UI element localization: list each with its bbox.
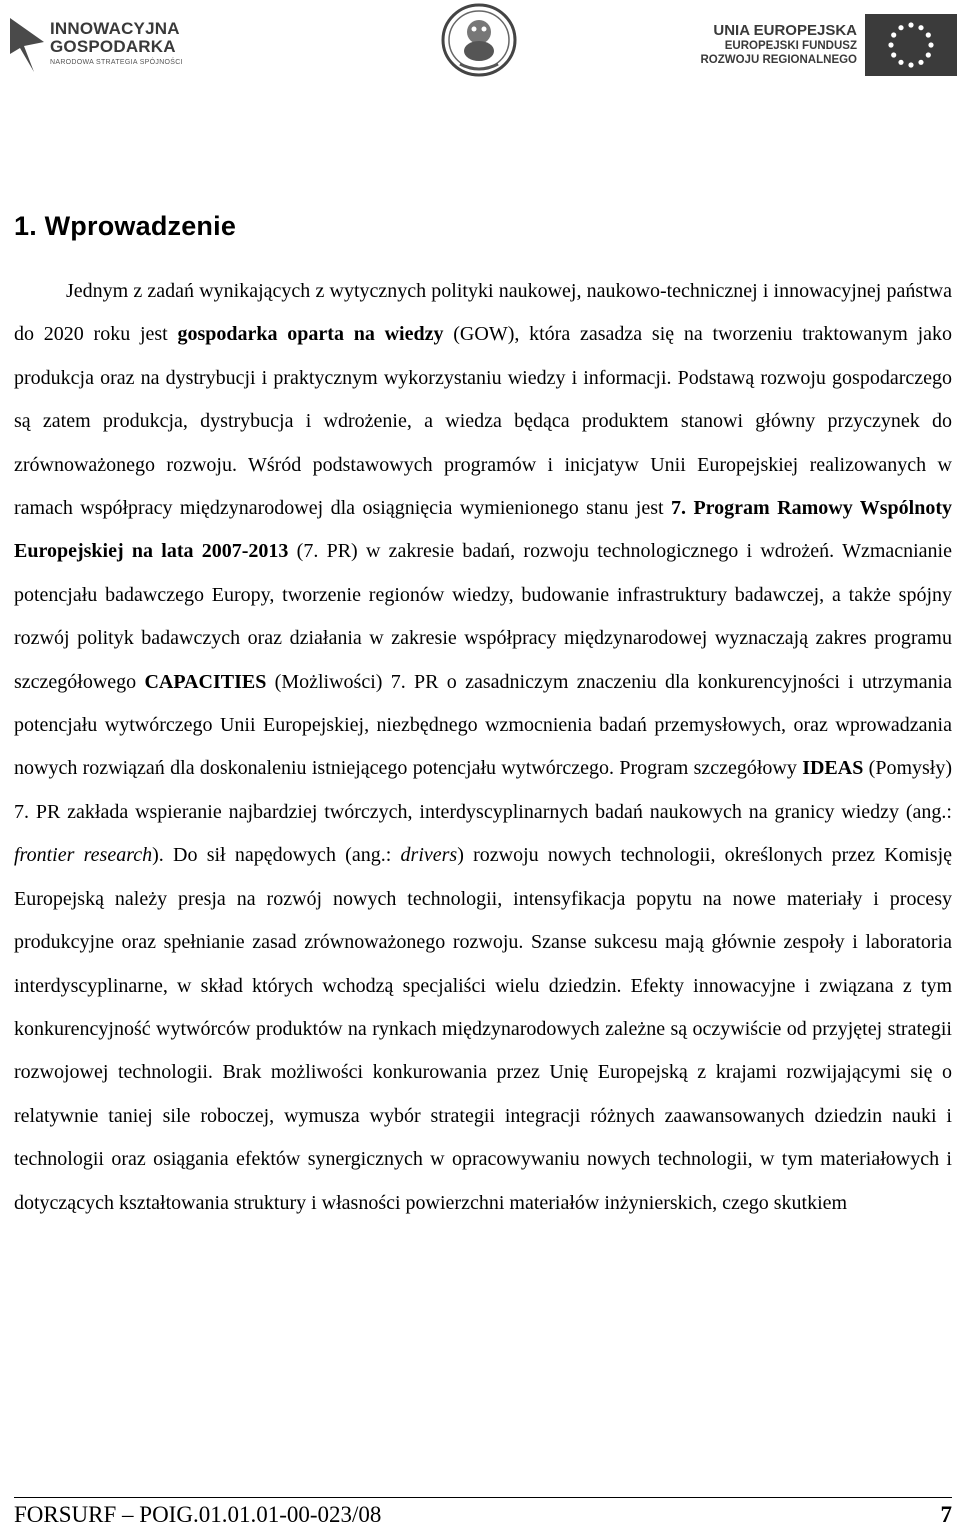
body-paragraph	[14, 270, 952, 1225]
logo-right-line3: ROZWOJU REGIONALNEGO	[700, 54, 857, 66]
italic-term-frontier-research: frontier research	[14, 844, 153, 867]
italic-term-drivers: drivers	[400, 844, 458, 867]
bold-term-7pr: 7. Program Ramowy Wspólnoty Europejskiej na lata 2007-2013	[14, 497, 953, 563]
logo-left-line2: GOSPODARKA	[50, 37, 176, 56]
eu-star-icon	[898, 25, 903, 30]
eu-star-icon	[898, 60, 903, 65]
eu-star-icon	[891, 52, 896, 57]
text-run: (Możliwości) 7. PR o zasadniczym znaczeniu dla konkurencyjności i utrzymania potencjału wytwórczego Unii Europejskiej, niezbędnego wzmocnienia badań przemysłowych, oraz wprowadzania nowych rozwiązań dla doskonaleniu istniejącego potencjału wytwórczego. Program szczegółowy	[14, 670, 953, 780]
eu-star-icon	[918, 60, 923, 65]
institution-emblem-icon	[440, 2, 518, 78]
eu-star-icon	[926, 52, 931, 57]
institution-emblem	[440, 2, 518, 78]
eu-star-icon	[926, 32, 931, 37]
logo-right-line1: UNIA EUROPEJSKA	[713, 22, 857, 39]
eu-star-icon	[908, 62, 913, 67]
footer-page-number: 7	[940, 1502, 952, 1527]
text-run: (GOW), która zasadza się na tworzeniu traktowanym jako produkcja oraz na dystrybucji i praktycznym wykorzystaniu wiedzy i informacji. Podstawą rozwoju gospodarczego są zatem produkcja, dystrybucja i wdrożenie, a wiedza będąca produktem stanowi główny przyczynek do zrównoważonego rozwoju. Wśród podstawowych programów i inicjatyw Unii Europejskiej realizowanych w ramach współpracy międzynarodowej dla osiągnięcia wymienionego stanu jest	[14, 323, 952, 520]
innowacyjna-gospodarka-logo	[10, 14, 210, 74]
text-run: (Pomysły) 7. PR zakłada wspieranie najbardziej twórczych, interdyscyplinarnych badań naukowych na granicy wiedzy (ang.:	[14, 757, 953, 823]
eu-star-icon	[918, 25, 923, 30]
page-header	[0, 0, 960, 80]
eu-star-icon	[888, 42, 893, 47]
eu-fund-logo	[700, 14, 957, 74]
bold-term-ideas: IDEAS	[802, 757, 864, 780]
logo-left-line3: NARODOWA STRATEGIA SPÓJNOŚCI	[50, 59, 183, 66]
text-run: ) rozwoju nowych technologii, określonych przez Komisję Europejską należy presja na rozwój nowych technologii, intensyfikacja popytu na nowe materiały i procesy produkcyjne oraz spełnianie zasad zrównoważonego rozwoju. Szanse sukcesu mają głównie zespoły i laboratoria interdyscyplinarne, w skład których wchodzą specjaliści wielu dziedzin. Efekty innowacyjne i związana z tym konkurencyjność wytwórców produktów na rynkach międzynarodowych zależne są oczywiście od przyjętej strategii rozwojowej technologii. Brak możliwości konkurowania przez Unię Europejską z krajami rozwijającymi się o relatywnie taniej sile roboczej, wymusza wybór strategii integracji różnych zaawansowanych dziedzin nauki i technologii oraz osiągania efektów synergicznych w opracowywaniu nowych technologii, w tym materiałowych i dotyczących kształtowania struktury i własności powierzchni materiałów inżynierskich, czego skutkiem	[14, 844, 952, 1214]
eu-flag-icon	[865, 14, 957, 76]
eu-star-icon	[928, 42, 933, 47]
innowacyjna-gospodarka-emblem-icon	[10, 18, 44, 72]
logo-left-line1: INNOWACYJNA	[50, 19, 180, 38]
eu-star-icon	[891, 32, 896, 37]
section-title: 1. Wprowadzenie	[14, 211, 237, 241]
footer-project-code: FORSURF – POIG.01.01.01-00-023/08	[14, 1502, 382, 1527]
bold-term-gow: gospodarka oparta na wiedzy	[177, 323, 444, 346]
footer-divider	[14, 1497, 952, 1498]
text-run: Jednym z zadań wynikających z wytycznych polityki naukowej, naukowo-technicznej i innowacyjnej państwa do 2020 roku jest	[14, 280, 952, 346]
logo-right-line2: EUROPEJSKI FUNDUSZ	[724, 40, 857, 52]
text-run: ). Do sił napędowych (ang.:	[152, 844, 401, 867]
bold-term-capacities: CAPACITIES	[144, 670, 267, 693]
text-run: (7. PR) w zakresie badań, rozwoju technologicznego i wdrożeń. Wzmacnianie potencjału badawczego Europy, tworzenie regionów wiedzy, budowanie infrastruktury badawczej, a także spójny rozwój polityk badawczych oraz działania w zakresie współpracy międzynarodowej wyznaczają zakres programu szczegółowego	[14, 540, 952, 693]
eu-star-icon	[908, 22, 913, 27]
